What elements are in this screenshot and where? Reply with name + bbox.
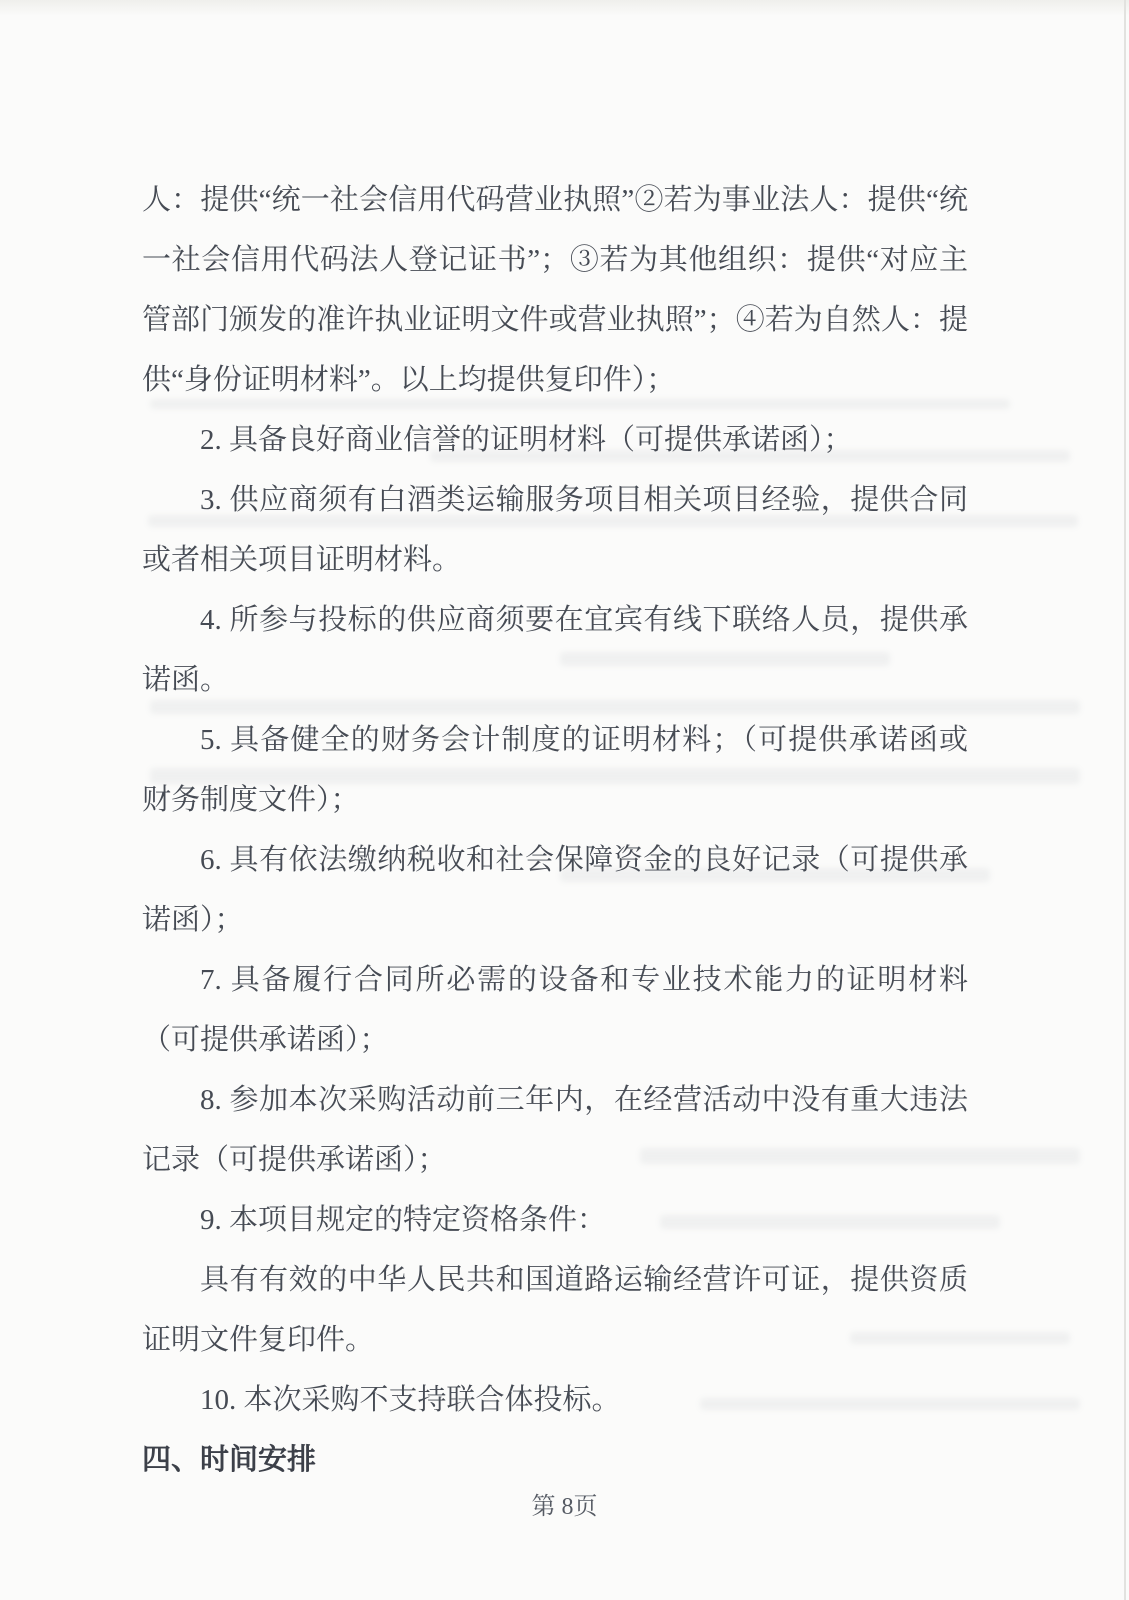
- list-item-10: 10. 本次采购不支持联合体投标。: [200, 1384, 621, 1416]
- scan-top-edge: [0, 0, 1129, 16]
- list-item-7: 7. 具备履行合同所必需的设备和专业技术能力的证明材料（可提供承诺函）；: [142, 964, 968, 1056]
- document-body: [142, 170, 968, 1490]
- section-heading-4: 四、时间安排: [142, 1444, 317, 1476]
- scan-right-edge: [1124, 0, 1126, 1600]
- paragraph-continuation: 人：提供“统一社会信用代码营业执照”②若为事业法人：提供“统一社会信用代码法人登记证书”；③若为其他组织：提供“对应主管部门颁发的准许执业证明文件或营业执照”；④若为自然人：提供“身份证明材料”。以上均提供复印件）；: [142, 184, 968, 396]
- list-item-8: 8. 参加本次采购活动前三年内，在经营活动中没有重大违法记录（可提供承诺函）；: [142, 1084, 968, 1176]
- list-item-3: 3. 供应商须有白酒类运输服务项目相关项目经验，提供合同或者相关项目证明材料。: [142, 484, 968, 576]
- qualification-requirement: 具有有效的中华人民共和国道路运输经营许可证，提供资质证明文件复印件。: [142, 1264, 968, 1356]
- list-item-5: 5. 具备健全的财务会计制度的证明材料；（可提供承诺函或财务制度文件）；: [142, 724, 968, 816]
- list-item-9: 9. 本项目规定的特定资格条件：: [200, 1204, 607, 1236]
- list-item-2: 2. 具备良好商业信誉的证明材料（可提供承诺函）；: [200, 424, 853, 456]
- list-item-6: 6. 具有依法缴纳税收和社会保障资金的良好记录（可提供承诺函）；: [142, 844, 968, 936]
- list-item-4: 4. 所参与投标的供应商须要在宜宾有线下联络人员，提供承诺函。: [142, 604, 968, 696]
- page-number: 第 8页: [531, 1494, 598, 1520]
